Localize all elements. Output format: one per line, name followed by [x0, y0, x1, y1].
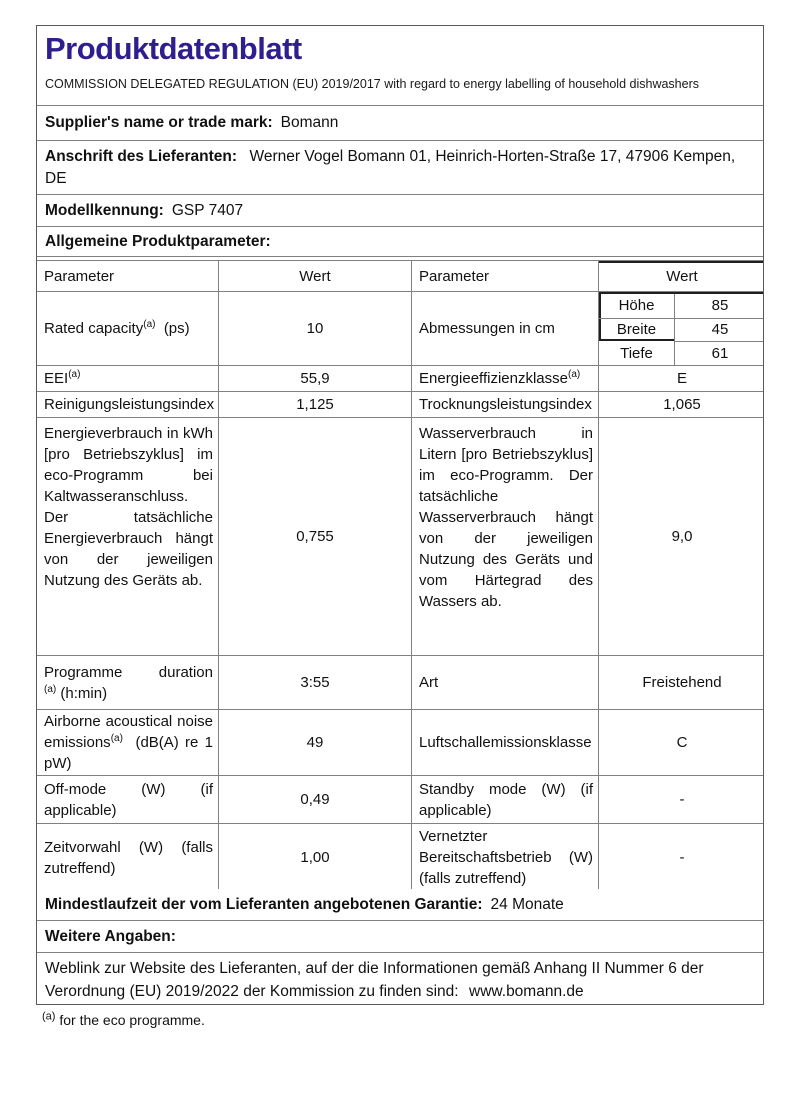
standby-label: Standby mode (W) (if applicable) — [411, 775, 598, 823]
noise-label: Airborne acoustical noise emissions$^{(a)}$ (dB(A) re 1 pW) — [37, 709, 218, 775]
drying-index-value: 1,065 — [598, 391, 763, 417]
noise-class-label: Luftschallemissionsklasse — [411, 709, 598, 775]
table-row-duration — [37, 655, 763, 709]
more-info-heading — [37, 921, 763, 953]
supplier-value: Bomann — [280, 114, 339, 131]
parameter-table-section — [37, 257, 763, 889]
rated-capacity-unit: (ps) — [163, 320, 190, 337]
header-parameter-1: Parameter — [44, 267, 115, 285]
table-row-eei — [37, 365, 763, 391]
model-label: Modellkennung: — [45, 201, 164, 219]
weblink-text: Weblink zur Website des Lieferanten, auf der die Informationen gemäß Anhang II Nummer 6 der Verordnung (EU) 2019/2022 der Kommission zu finden sind: — [45, 960, 704, 1000]
weblink-url: www.bomann.de — [469, 983, 584, 1000]
dimensions-subtable-cell — [598, 291, 763, 365]
footnote-ref: (a) — [68, 369, 81, 380]
cleaning-index-label: Reinigungsleistungsindex — [37, 391, 218, 417]
supplier-row — [37, 106, 763, 141]
networked-standby-label: Vernetzter Bereitschaftsbetrieb (W) (falls zutreffend) — [411, 823, 598, 889]
more-info-label: Weitere Angaben: — [45, 927, 176, 945]
general-params-heading — [37, 227, 763, 257]
regulation-subtitle: COMMISSION DELEGATED REGULATION (EU) 2019/2017 with regard to energy labelling of household dishwashers — [45, 77, 699, 91]
header-parameter-2: Parameter — [411, 261, 598, 291]
type-label: Art — [411, 655, 598, 709]
dimension-name-tiefe: Tiefe — [620, 344, 653, 362]
datasheet-frame — [36, 25, 764, 1005]
dimensions-subtable — [599, 292, 763, 365]
address-value: Werner Vogel Bomann 01, Heinrich-Horten-Straße 17, 47906 Kempen, DE — [45, 148, 736, 187]
programme-duration-label: Programme duration $^{(a)}$ (h:min) — [37, 655, 218, 709]
eei-value: 55,9 — [218, 365, 411, 391]
warranty-row — [37, 889, 763, 921]
weblink-row — [37, 953, 763, 1005]
energy-class-label: Energieeffizienzklasse$^{(a)}$ — [411, 365, 598, 391]
parameter-table — [37, 260, 763, 889]
table-header-row — [37, 261, 763, 291]
dimensions-label: Abmessungen in cm — [411, 291, 598, 365]
page-title: Produktdatenblatt — [45, 31, 302, 66]
delay-start-label: Zeitvorwahl (W) (falls zutreffend) — [37, 823, 218, 889]
address-row — [37, 141, 763, 195]
dimension-value-tiefe: 61 — [674, 341, 763, 365]
water-consumption-label: Wasserverbrauch in Litern [pro Betriebszyklus] im eco-Programm. Der tatsächliche Wasserverbrauch hängt von der jeweiligen Nutzung des Geräts und vom Härtegrad des Wassers ab. — [411, 417, 598, 655]
drying-index-label: Trocknungsleistungsindex — [411, 391, 598, 417]
footnote-ref: (a) — [44, 683, 57, 695]
model-value: GSP 7407 — [171, 201, 244, 219]
cleaning-index-value: 1,125 — [218, 391, 411, 417]
off-mode-label: Off-mode (W) (if applicable) — [37, 775, 218, 823]
footnote-marker: (a) — [42, 1010, 56, 1023]
warranty-value: 24 Monate — [490, 895, 564, 913]
table-row-offmode — [37, 775, 763, 823]
supplier-label: Supplier's name or trade mark: — [45, 114, 273, 131]
table-row-delay — [37, 823, 763, 889]
header-wert-1: Wert — [218, 261, 411, 291]
footnote-ref: (a) — [110, 733, 123, 744]
address-label: Anschrift des Lieferanten: — [45, 148, 238, 165]
footnote-ref: (a) — [567, 369, 581, 380]
delay-start-value: 1,00 — [218, 823, 411, 889]
rated-capacity-label — [37, 291, 218, 365]
general-params-label: Allgemeine Produktparameter: — [45, 232, 271, 250]
type-value: Freistehend — [598, 655, 763, 709]
footnote-text: for the eco programme. — [59, 1012, 205, 1028]
noise-class-value: C — [598, 709, 763, 775]
footnote — [42, 1012, 205, 1028]
header-wert-2: Wert — [598, 261, 763, 291]
table-row-noise — [37, 709, 763, 775]
dimension-value-breite: 45 — [674, 318, 763, 342]
off-mode-value: 0,49 — [218, 775, 411, 823]
energy-consumption-value: 0,755 — [218, 417, 411, 655]
header-section — [37, 26, 763, 106]
rated-capacity-value: 10 — [218, 291, 411, 365]
table-row-consumption — [37, 417, 763, 655]
table-row-rated-capacity — [37, 291, 763, 365]
warranty-label: Mindestlaufzeit der vom Lieferanten angebotenen Garantie: — [45, 895, 483, 913]
energy-class-value: E — [598, 365, 763, 391]
rated-capacity-label-text: Rated capacity — [44, 320, 144, 337]
energy-consumption-label: Energieverbrauch in kWh [pro Betriebszyklus] im eco-Programm bei Kaltwasseranschluss. Der tatsächliche Energieverbrauch hängt von der jeweiligen Nutzung des Geräts ab. — [37, 417, 218, 655]
dimension-name-breite: Breite — [599, 318, 674, 342]
model-row — [37, 195, 763, 227]
dimension-value-hoehe: 85 — [674, 294, 763, 318]
eei-label: EEI$^{(a)}$ — [37, 365, 218, 391]
networked-standby-value: - — [598, 823, 763, 889]
programme-duration-value: 3:55 — [218, 655, 411, 709]
water-consumption-value: 9,0 — [598, 417, 763, 655]
standby-value: - — [598, 775, 763, 823]
table-row-indices — [37, 391, 763, 417]
noise-value: 49 — [218, 709, 411, 775]
dimension-name-hoehe: Höhe — [599, 294, 674, 318]
footnote-ref: (a) — [143, 319, 156, 330]
